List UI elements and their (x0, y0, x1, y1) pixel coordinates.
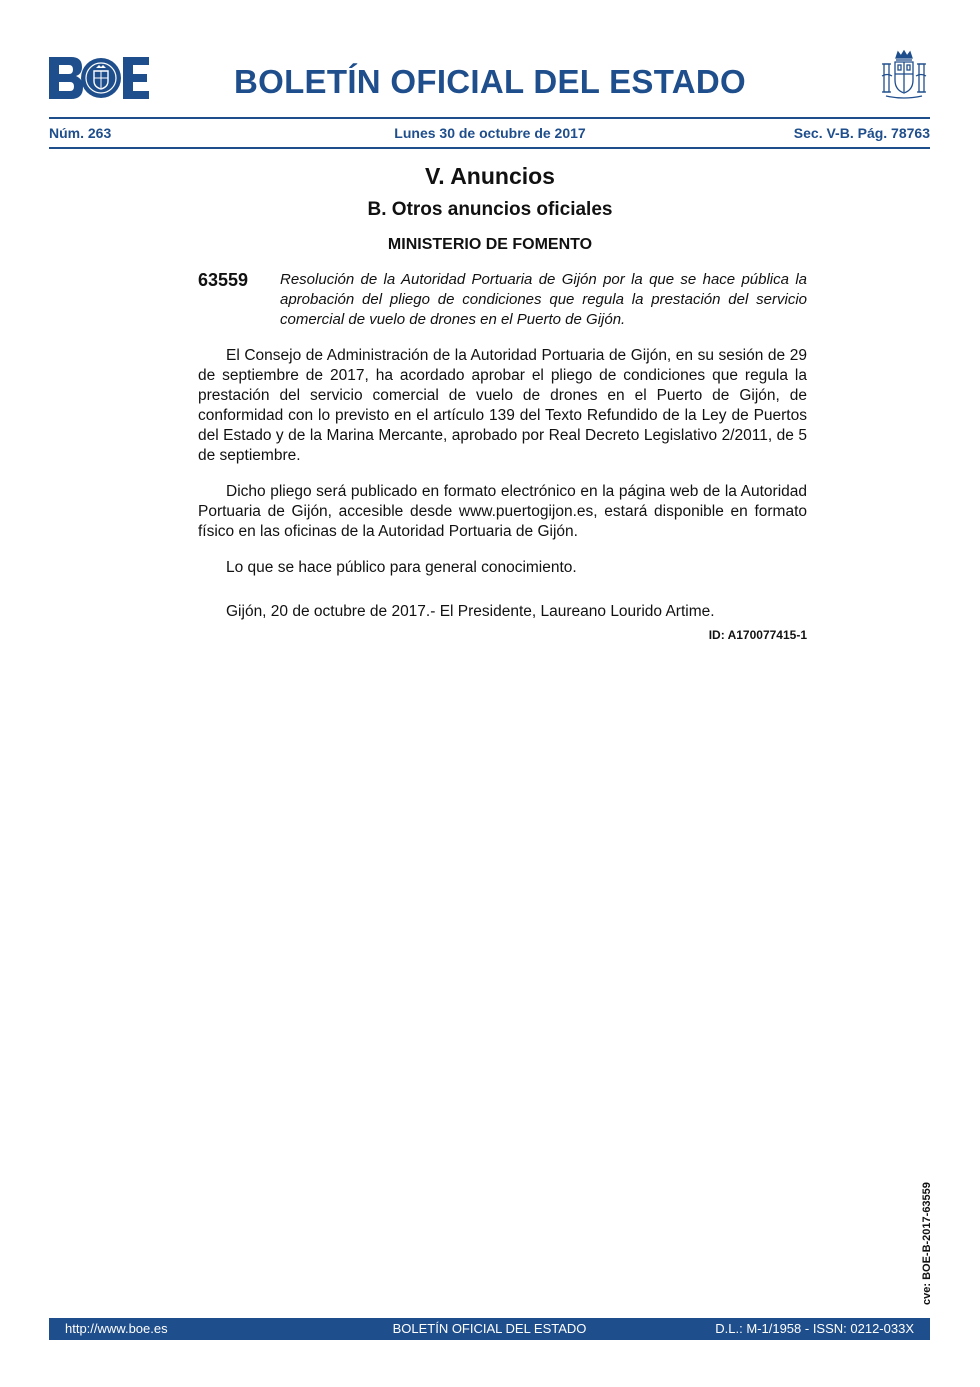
announcement-number: 63559 (198, 270, 249, 290)
subsection-heading: B. Otros anuncios oficiales (367, 199, 613, 220)
signature-line (198, 602, 807, 622)
header-bottom-rule (49, 147, 930, 149)
paragraph-text: Dicho pliego será publicado en formato electrónico en la página web de la Autoridad Portuaria de Gijón, accesible desde www.puertogijon.es, estará disponible en formato físico en las oficinas de la Autoridad Portuaria de Gijón. (198, 483, 807, 540)
footer-legal: D.L.: M-1/1958 - ISSN: 0212-033X (715, 1321, 914, 1336)
issue-number: Núm. 263 (49, 125, 112, 141)
paragraph-text: Gijón, 20 de octubre de 2017.- El Presidente, Laureano Lourido Artime. (226, 603, 715, 620)
footer-url-link[interactable]: http://www.boe.es (65, 1321, 168, 1336)
ministry-heading: MINISTERIO DE FOMENTO (387, 236, 593, 253)
body-paragraph (198, 482, 807, 542)
footer-title: BOLETÍN OFICIAL DEL ESTADO (392, 1321, 587, 1336)
spain-coat-of-arms-icon (880, 48, 928, 100)
footer-bar (49, 1318, 930, 1340)
cve-code: cve: BOE-B-2017-63559 (921, 1182, 933, 1305)
paragraph-text: El Consejo de Administración de la Autoridad Portuaria de Gijón, en su sesión de 29 de septiembre de 2017, ha acordado aprobar el pliego de condiciones que regula la prestación del servicio comercial de vuelo de drones en el Puerto de Gijón, de conformidad con lo previsto en el artículo 139 del Texto Refundido de la Ley de Puertos del Estado y de la Marina Mercante, aprobado por Real Decreto Legislativo 2/2011, de 5 de septiembre. (198, 347, 807, 464)
section-page: Sec. V-B. Pág. 78763 (793, 125, 930, 141)
body-paragraph (198, 558, 807, 578)
section-heading: V. Anuncios (425, 163, 555, 189)
paragraph-text: Lo que se hace público para general conocimiento. (226, 559, 577, 576)
announcement-title: Resolución de la Autoridad Portuaria de Gijón por la que se hace pública la aprobación del pliego de condiciones que regula la prestación del servicio comercial de vuelo de drones en el Puerto de Gijón. (280, 271, 807, 328)
header-top-rule (49, 117, 930, 119)
bulletin-title: BOLETÍN OFICIAL DEL ESTADO (234, 63, 746, 100)
body-paragraph (198, 346, 807, 466)
document-id: ID: A170077415-1 (708, 628, 807, 642)
issue-date: Lunes 30 de octubre de 2017 (394, 125, 586, 141)
